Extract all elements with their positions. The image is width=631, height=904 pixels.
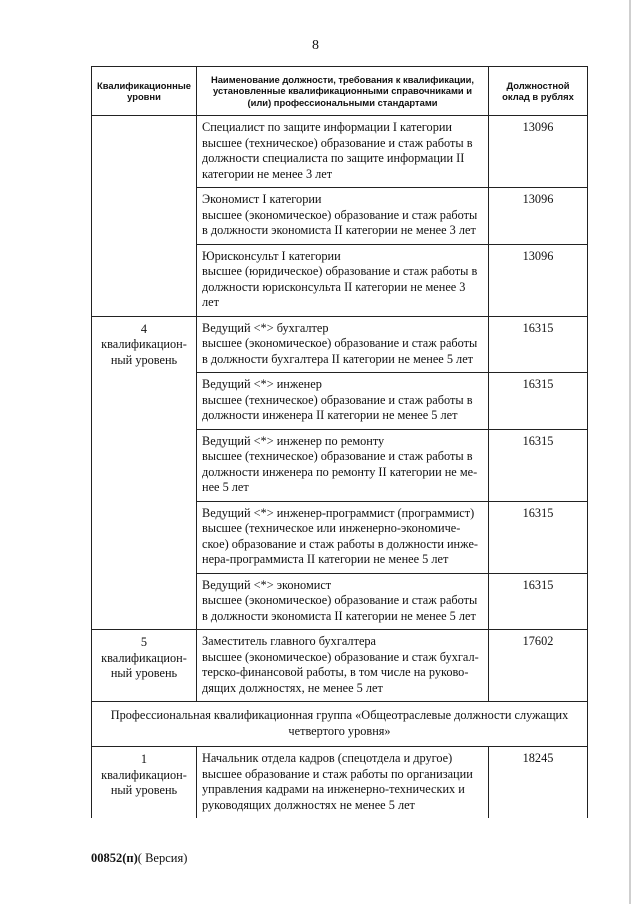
position-description <box>197 573 489 630</box>
position-title: Ведущий <*> инженер по ремонту <box>202 433 385 448</box>
table-row <box>92 116 588 188</box>
position-title: Заместитель главного бухгалтера <box>202 634 377 648</box>
position-description <box>197 188 489 245</box>
salary-value: 16315 <box>489 429 588 501</box>
group-heading-row <box>92 702 588 747</box>
page-number: 8 <box>312 38 319 53</box>
position-requirements: высшее (техническое) образование и стаж работы в должности инженера II категории не менее 5 лет <box>202 392 473 422</box>
document-footer <box>91 851 187 866</box>
qualification-level: 5 квалификацион-ный уровень <box>92 630 197 702</box>
position-title: Экономист I категории <box>202 192 322 206</box>
position-description <box>197 244 489 316</box>
position-title: Ведущий <*> экономист <box>202 577 332 592</box>
position-title: Начальник отдела кадров (спецотдела и другое) <box>202 751 453 765</box>
position-requirements: высшее (техническое или инженерно-экономиче-ское) образование и стаж работы в должности инже-нера-программиста II категории не менее 5 лет <box>202 521 479 566</box>
salary-value: 16315 <box>489 373 588 430</box>
salary-value: 16315 <box>489 316 588 373</box>
header-level: Квалификационные уровни <box>92 67 197 116</box>
salary-value: 13096 <box>489 188 588 245</box>
table-header-row <box>92 67 588 116</box>
table-row <box>92 630 588 702</box>
table-row <box>92 747 588 819</box>
qualification-level <box>92 116 197 317</box>
position-requirements: высшее (юридическое) образование и стаж работы в должности юрисконсульта II категории не менее 3 лет <box>202 264 478 309</box>
table-row <box>92 316 588 373</box>
position-title: Ведущий <*> инженер <box>202 377 322 391</box>
position-description <box>197 630 489 702</box>
position-requirements: высшее (экономическое) образование и стаж бухгал-терско-финансовой работы, в том числе на руково-дящих должностях, не менее 5 лет <box>202 649 479 695</box>
header-description: Наименование должности, требования к квалификации, установленные квалификационными справочниками и (или) профессиональными стандартами <box>197 67 489 116</box>
position-title: Ведущий <*> инженер-программист (программист) <box>202 505 475 520</box>
group-heading: Профессиональная квалификационная группа «Общеотраслевые должности служащих четвертого уровня» <box>92 702 588 747</box>
position-requirements: высшее (экономическое) образование и стаж работы в должности экономиста II категории не менее 3 лет <box>202 207 478 237</box>
position-title: Юрисконсульт I категории <box>202 248 341 263</box>
salary-value: 17602 <box>489 630 588 702</box>
salary-value: 16315 <box>489 573 588 630</box>
salary-value: 13096 <box>489 244 588 316</box>
qualification-table <box>91 66 588 818</box>
document-version: ( Версия) <box>137 851 188 865</box>
position-requirements: высшее (экономическое) образование и стаж работы в должности экономиста II категории не менее 5 лет <box>202 593 478 623</box>
salary-value: 13096 <box>489 116 588 188</box>
position-requirements: высшее (техническое) образование и стаж работы в должности инженера по ремонту II категории не ме-нее 5 лет <box>202 449 478 494</box>
salary-value: 16315 <box>489 501 588 573</box>
document-code: 00852(п) <box>91 851 138 865</box>
position-description <box>197 316 489 373</box>
salary-value: 18245 <box>489 747 588 819</box>
position-title: Ведущий <*> бухгалтер <box>202 320 329 335</box>
position-title: Специалист по защите информации I категории <box>202 120 453 134</box>
qualification-level: 4 квалификацион-ный уровень <box>92 316 197 630</box>
position-description <box>197 429 489 501</box>
position-description <box>197 501 489 573</box>
position-requirements: высшее образование и стаж работы по организации управления кадрами на инженерно-технических и руководящих должностях не менее 5 лет <box>202 766 473 812</box>
position-description <box>197 373 489 430</box>
position-requirements: высшее (экономическое) образование и стаж работы в должности бухгалтера II категории не менее 5 лет <box>202 336 478 366</box>
qualification-level: 1 квалификацион-ный уровень <box>92 747 197 819</box>
position-requirements: высшее (техническое) образование и стаж работы в должности специалиста по защите информации II категории не менее 3 лет <box>202 135 473 181</box>
position-description <box>197 116 489 188</box>
position-description <box>197 747 489 819</box>
header-salary: Должностной оклад в рублях <box>489 67 588 116</box>
table-body <box>92 116 588 819</box>
